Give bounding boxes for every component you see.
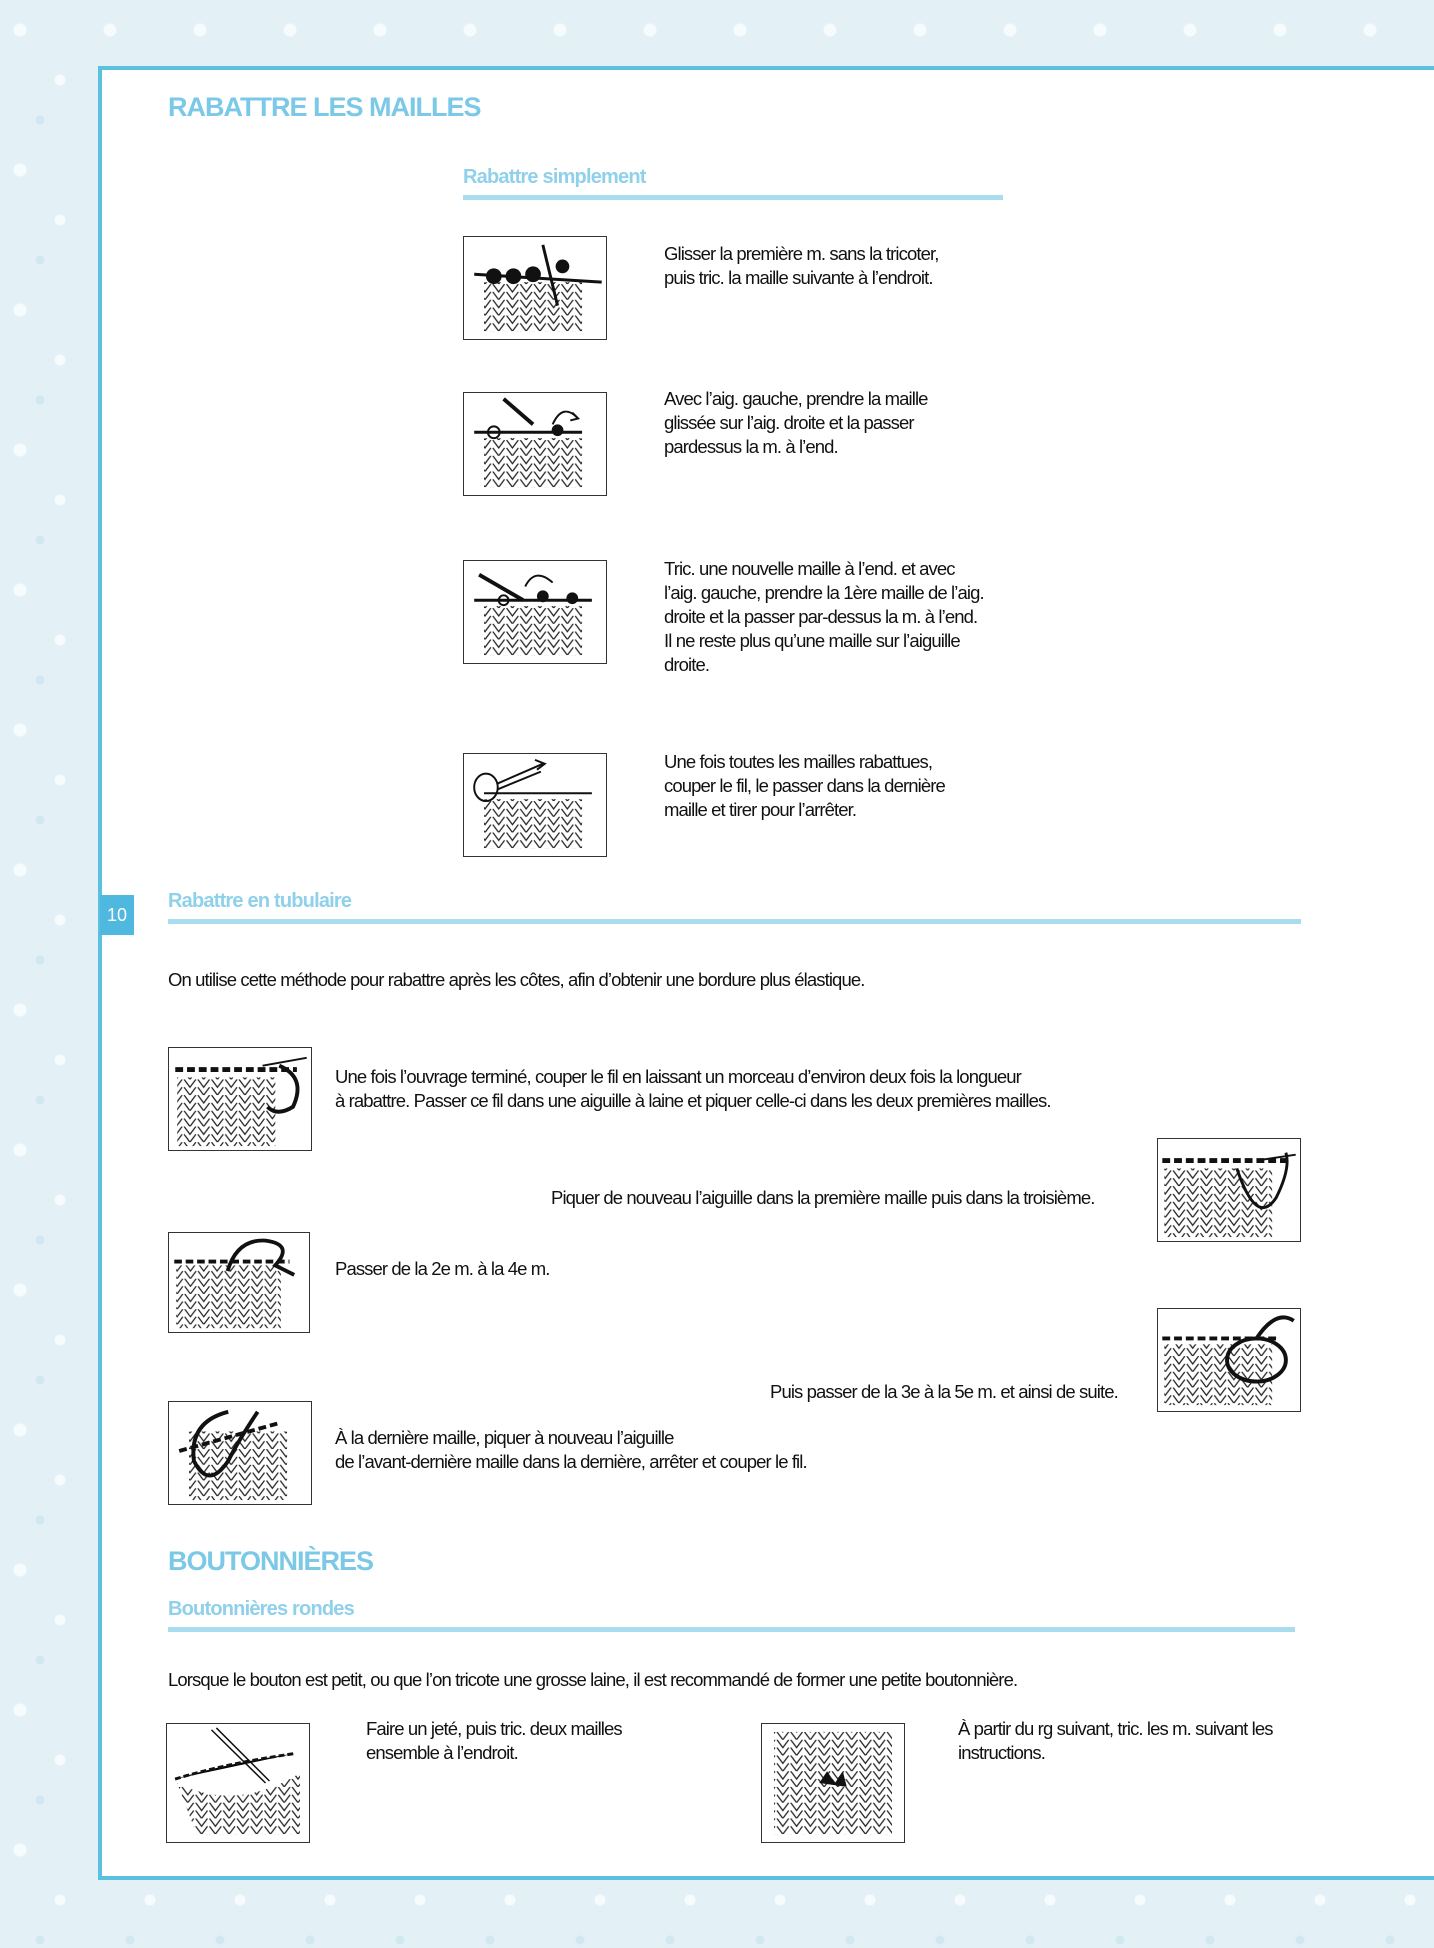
illustration-tubular-4 (1157, 1308, 1301, 1412)
page-number: 10 (100, 895, 134, 935)
tubular-text-5: À la dernière maille, piquer à nouveau l’aiguille de l’avant-dernière maille dans la dernière, arrêter et couper le fil. (335, 1427, 807, 1472)
intro-text-tubulaire: On utilise cette méthode pour rabattre après les côtes, afin d’obtenir une bordure plus élastique. (168, 969, 865, 990)
intro-text-boutonnieres: Lorsque le bouton est petit, ou que l’on tricote une grosse laine, il est recommandé de former une petite boutonnière. (168, 1669, 1018, 1690)
subsection-title-rabattre-simplement: Rabattre simplement (463, 166, 646, 188)
subsection-rule (168, 1627, 1295, 1632)
illustration-repeat-bind-off (463, 560, 607, 664)
illustration-pass-over (463, 392, 607, 496)
illustration-finish-thread (463, 753, 607, 857)
tubular-text-1: Une fois l’ouvrage terminé, couper le fil en laissant un morceau d’environ deux fois la longueur à rabattre. Passer ce fil dans une aiguille à laine et piquer celle-ci dans les deux premières mailles. (335, 1066, 1051, 1111)
step-text-4: Une fois toutes les mailles rabattues, couper le fil, le passer dans la dernière maille et tirer pour l’arrêter. (664, 751, 945, 820)
subsection-rule (168, 919, 1301, 924)
tubular-text-2: Piquer de nouveau l’aiguille dans la première maille puis dans la troisième. (551, 1187, 1095, 1208)
step-text-1: Glisser la première m. sans la tricoter, puis tric. la maille suivante à l’endroit. (664, 243, 939, 288)
illustration-tubular-5 (168, 1401, 312, 1505)
subsection-title-rabattre-tubulaire: Rabattre en tubulaire (168, 890, 352, 912)
illustration-tubular-1 (168, 1047, 312, 1151)
tubular-text-4: Puis passer de la 3e à la 5e m. et ainsi de suite. (770, 1381, 1118, 1402)
tubular-text-3: Passer de la 2e m. à la 4e m. (335, 1258, 550, 1279)
buttonhole-text-1: Faire un jeté, puis tric. deux mailles ensemble à l’endroit. (366, 1718, 622, 1763)
illustration-buttonhole-1 (166, 1723, 310, 1843)
section-title-boutonnieres: BOUTONNIÈRES (168, 1546, 374, 1576)
illustration-tubular-3 (168, 1232, 310, 1333)
illustration-tubular-2 (1157, 1138, 1301, 1242)
illustration-buttonhole-2 (761, 1723, 905, 1843)
step-text-2: Avec l’aig. gauche, prendre la maille glissée sur l’aig. droite et la passer pardessus la m. à l’end. (664, 388, 928, 457)
subsection-rule (463, 195, 1003, 200)
illustration-slip-stitch (463, 236, 607, 340)
buttonhole-text-2: À partir du rg suivant, tric. les m. suivant les instructions. (958, 1718, 1273, 1763)
step-text-3: Tric. une nouvelle maille à l’end. et avec l’aig. gauche, prendre la 1ère maille de l’aig. droite et la passer par-dessus la m. à l’end. Il ne reste plus qu’une maille sur l’aiguille droite. (664, 558, 984, 675)
section-title-rabattre: RABATTRE LES MAILLES (168, 92, 481, 122)
subsection-title-boutonnieres-rondes: Boutonnières rondes (168, 1598, 354, 1620)
